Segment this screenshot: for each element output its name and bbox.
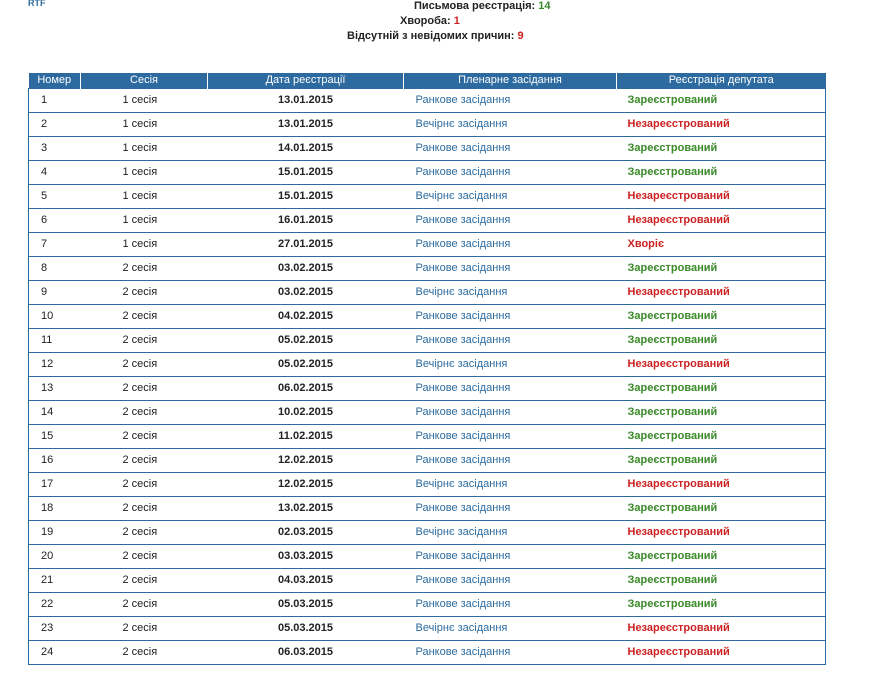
row-session: 2 сесія [81, 521, 208, 545]
registration-status: Зареєстрований [617, 545, 826, 569]
registration-status: Зареєстрований [617, 161, 826, 185]
table-row [29, 617, 826, 641]
row-number: 22 [29, 593, 81, 617]
row-date: 15.01.2015 [208, 185, 404, 209]
row-date: 03.03.2015 [208, 545, 404, 569]
plenary-session-link[interactable]: Ранкове засідання [415, 550, 511, 562]
table-row [29, 137, 826, 161]
table-row [29, 113, 826, 137]
row-plenary-cell [404, 305, 617, 329]
registration-status: Незареєстрований [617, 353, 826, 377]
row-plenary-cell [404, 209, 617, 233]
row-plenary-cell [404, 113, 617, 137]
plenary-session-link[interactable]: Ранкове засідання [415, 502, 511, 514]
plenary-session-link[interactable]: Ранкове засідання [415, 598, 511, 610]
plenary-session-link[interactable]: Вечірнє засідання [415, 478, 508, 490]
row-plenary-cell [404, 329, 617, 353]
plenary-session-link[interactable]: Ранкове засідання [415, 94, 511, 106]
registration-status: Хворіє [617, 233, 826, 257]
plenary-session-link[interactable]: Ранкове засідання [415, 334, 511, 346]
column-header-session[interactable]: Сесія [81, 73, 208, 89]
row-date: 12.02.2015 [208, 473, 404, 497]
plenary-session-link[interactable]: Ранкове засідання [415, 142, 511, 154]
row-number: 15 [29, 425, 81, 449]
row-number: 20 [29, 545, 81, 569]
absent-value: 9 [517, 30, 524, 42]
row-date: 10.02.2015 [208, 401, 404, 425]
column-header-number[interactable]: Номер [29, 73, 81, 89]
written-registration-label: Письмова реєстрація: [414, 0, 536, 12]
row-date: 05.03.2015 [208, 593, 404, 617]
registration-status: Незареєстрований [617, 641, 826, 665]
row-date: 13.02.2015 [208, 497, 404, 521]
row-date: 03.02.2015 [208, 257, 404, 281]
row-session: 2 сесія [81, 593, 208, 617]
row-session: 2 сесія [81, 377, 208, 401]
table-row [29, 185, 826, 209]
registration-status: Зареєстрований [617, 257, 826, 281]
illness-label: Хвороба: [400, 15, 451, 27]
plenary-session-link[interactable]: Ранкове засідання [415, 382, 511, 394]
row-plenary-cell [404, 281, 617, 305]
registration-status: Зареєстрований [617, 425, 826, 449]
row-plenary-cell [404, 401, 617, 425]
registration-status: Зареєстрований [617, 305, 826, 329]
row-session: 1 сесія [81, 161, 208, 185]
plenary-session-link[interactable]: Ранкове засідання [415, 262, 511, 274]
plenary-session-link[interactable]: Ранкове засідання [415, 454, 511, 466]
registration-status: Зареєстрований [617, 593, 826, 617]
row-date: 05.03.2015 [208, 617, 404, 641]
row-session: 2 сесія [81, 569, 208, 593]
table-row [29, 425, 826, 449]
registration-status: Зареєстрований [617, 89, 826, 113]
row-plenary-cell [404, 473, 617, 497]
row-plenary-cell [404, 521, 617, 545]
registration-status: Зареєстрований [617, 377, 826, 401]
row-session: 2 сесія [81, 281, 208, 305]
row-plenary-cell [404, 377, 617, 401]
row-date: 06.02.2015 [208, 377, 404, 401]
table-row [29, 497, 826, 521]
row-number: 18 [29, 497, 81, 521]
plenary-session-link[interactable]: Вечірнє засідання [415, 526, 508, 538]
row-number: 19 [29, 521, 81, 545]
plenary-session-link[interactable]: Вечірнє засідання [415, 286, 508, 298]
table-row [29, 401, 826, 425]
row-session: 2 сесія [81, 449, 208, 473]
row-date: 04.03.2015 [208, 569, 404, 593]
row-date: 13.01.2015 [208, 113, 404, 137]
table-body [29, 89, 826, 665]
row-session: 2 сесія [81, 401, 208, 425]
table-row [29, 161, 826, 185]
plenary-session-link[interactable]: Ранкове засідання [415, 430, 511, 442]
row-session: 2 сесія [81, 305, 208, 329]
row-number: 16 [29, 449, 81, 473]
row-number: 10 [29, 305, 81, 329]
illness-value: 1 [453, 15, 460, 27]
row-plenary-cell [404, 425, 617, 449]
row-plenary-cell [404, 641, 617, 665]
table-header-row [29, 73, 826, 89]
registration-table [28, 73, 826, 665]
registration-status: Незареєстрований [617, 113, 826, 137]
row-date: 02.03.2015 [208, 521, 404, 545]
registration-status: Зареєстрований [617, 137, 826, 161]
row-number: 6 [29, 209, 81, 233]
row-date: 16.01.2015 [208, 209, 404, 233]
table-row [29, 377, 826, 401]
table-row [29, 353, 826, 377]
plenary-session-link[interactable]: Вечірнє засідання [415, 358, 508, 370]
row-plenary-cell [404, 257, 617, 281]
row-plenary-cell [404, 353, 617, 377]
row-plenary-cell [404, 137, 617, 161]
row-date: 27.01.2015 [208, 233, 404, 257]
table-row [29, 545, 826, 569]
row-session: 2 сесія [81, 641, 208, 665]
row-plenary-cell [404, 185, 617, 209]
row-number: 17 [29, 473, 81, 497]
plenary-session-link[interactable]: Ранкове засідання [415, 310, 511, 322]
row-number: 2 [29, 113, 81, 137]
absent-label: Відсутній з невідомих причин: [347, 30, 515, 42]
row-number: 9 [29, 281, 81, 305]
row-number: 11 [29, 329, 81, 353]
row-session: 2 сесія [81, 617, 208, 641]
table-row [29, 281, 826, 305]
row-session: 1 сесія [81, 137, 208, 161]
table-row [29, 233, 826, 257]
registration-status: Незареєстрований [617, 521, 826, 545]
table-row [29, 593, 826, 617]
row-plenary-cell [404, 617, 617, 641]
row-plenary-cell [404, 89, 617, 113]
registration-status: Незареєстрований [617, 281, 826, 305]
row-number: 7 [29, 233, 81, 257]
row-number: 4 [29, 161, 81, 185]
row-number: 1 [29, 89, 81, 113]
row-plenary-cell [404, 545, 617, 569]
plenary-session-link[interactable]: Ранкове засідання [415, 238, 511, 250]
row-date: 12.02.2015 [208, 449, 404, 473]
row-date: 14.01.2015 [208, 137, 404, 161]
row-session: 2 сесія [81, 353, 208, 377]
row-number: 14 [29, 401, 81, 425]
plenary-session-link[interactable]: Ранкове засідання [415, 646, 511, 658]
row-session: 2 сесія [81, 329, 208, 353]
plenary-session-link[interactable]: Ранкове засідання [415, 574, 511, 586]
row-number: 24 [29, 641, 81, 665]
row-session: 1 сесія [81, 113, 208, 137]
row-number: 13 [29, 377, 81, 401]
absent-stat [347, 30, 524, 42]
table-row [29, 89, 826, 113]
row-date: 05.02.2015 [208, 329, 404, 353]
illness-stat [400, 15, 460, 27]
registration-status: Незареєстрований [617, 209, 826, 233]
registration-status: Зареєстрований [617, 329, 826, 353]
row-number: 5 [29, 185, 81, 209]
column-header-plenary[interactable]: Пленарне засідання [404, 73, 617, 89]
row-date: 13.01.2015 [208, 89, 404, 113]
row-date: 03.02.2015 [208, 281, 404, 305]
row-date: 04.02.2015 [208, 305, 404, 329]
row-plenary-cell [404, 569, 617, 593]
table-row [29, 449, 826, 473]
row-number: 3 [29, 137, 81, 161]
plenary-session-link[interactable]: Вечірнє засідання [415, 622, 508, 634]
table-row [29, 257, 826, 281]
plenary-session-link[interactable]: Вечірнє засідання [415, 190, 508, 202]
plenary-session-link[interactable]: Ранкове засідання [415, 214, 511, 226]
row-session: 1 сесія [81, 209, 208, 233]
row-session: 2 сесія [81, 473, 208, 497]
row-plenary-cell [404, 497, 617, 521]
row-session: 2 сесія [81, 425, 208, 449]
row-number: 21 [29, 569, 81, 593]
registration-status: Незареєстрований [617, 473, 826, 497]
written-registration-value: 14 [538, 0, 551, 12]
row-session: 1 сесія [81, 185, 208, 209]
row-plenary-cell [404, 449, 617, 473]
registration-status: Зареєстрований [617, 449, 826, 473]
row-plenary-cell [404, 593, 617, 617]
table-row [29, 521, 826, 545]
row-number: 23 [29, 617, 81, 641]
table-row [29, 641, 826, 665]
row-session: 1 сесія [81, 233, 208, 257]
written-registration-stat [414, 0, 551, 12]
table-row [29, 569, 826, 593]
plenary-session-link[interactable]: Ранкове засідання [415, 166, 511, 178]
registration-status: Незареєстрований [617, 617, 826, 641]
table-row [29, 305, 826, 329]
row-plenary-cell [404, 161, 617, 185]
row-date: 15.01.2015 [208, 161, 404, 185]
row-date: 06.03.2015 [208, 641, 404, 665]
table-row [29, 473, 826, 497]
row-date: 05.02.2015 [208, 353, 404, 377]
row-date: 11.02.2015 [208, 425, 404, 449]
table-row [29, 329, 826, 353]
column-header-date[interactable]: Дата реєстрації [208, 73, 404, 89]
registration-status: Незареєстрований [617, 185, 826, 209]
registration-status: Зареєстрований [617, 569, 826, 593]
column-header-registration[interactable]: Реєстрація депутата [617, 73, 826, 89]
row-number: 12 [29, 353, 81, 377]
row-session: 1 сесія [81, 89, 208, 113]
row-plenary-cell [404, 233, 617, 257]
registration-status: Зареєстрований [617, 401, 826, 425]
plenary-session-link[interactable]: Ранкове засідання [415, 406, 511, 418]
row-number: 8 [29, 257, 81, 281]
rtf-export-link[interactable]: RTF [28, 0, 46, 8]
table-row [29, 209, 826, 233]
plenary-session-link[interactable]: Вечірнє засідання [415, 118, 508, 130]
row-session: 2 сесія [81, 497, 208, 521]
registration-status: Зареєстрований [617, 497, 826, 521]
row-session: 2 сесія [81, 257, 208, 281]
row-session: 2 сесія [81, 545, 208, 569]
